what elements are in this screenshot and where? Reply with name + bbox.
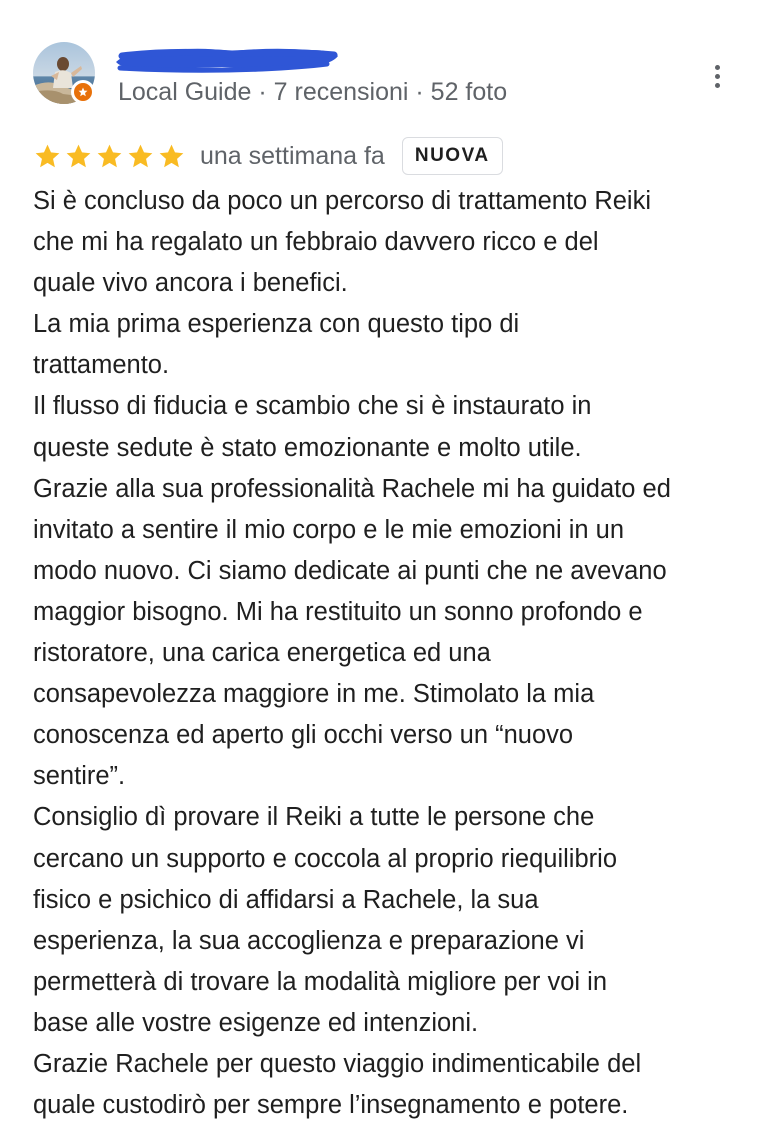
- review-text-line: Il flusso di fiducia e scambio che si è instaurato in: [33, 392, 592, 421]
- review-text-line: esperienza, la sua accoglienza e preparazione vi: [33, 926, 585, 955]
- review-text-line: base alle vostre esigenze ed intenzioni.: [33, 1008, 479, 1037]
- review-text-line: quale custodirò per sempre l’insegnamento e potere.: [33, 1091, 629, 1120]
- review-text-line: sentire”.: [33, 762, 126, 791]
- more-vert-icon[interactable]: [702, 58, 732, 94]
- more-dot: [715, 83, 720, 88]
- review-text-line: Si è concluso da poco un percorso di trattamento Reiki: [33, 187, 652, 215]
- star-icon: [157, 142, 186, 171]
- review-text-line: Consiglio dì provare il Reiki a tutte le persone che: [33, 803, 595, 832]
- more-dot: [715, 74, 720, 79]
- rating-row: [33, 135, 503, 177]
- review-text-line: consapevolezza maggiore in me. Stimolato la mia: [33, 680, 595, 709]
- new-badge: NUOVA: [402, 137, 503, 175]
- review-text-line: permetterà di trovare la modalità migliore per voi in: [33, 967, 607, 996]
- review-body: [33, 181, 753, 1126]
- star-icon: [64, 142, 93, 171]
- star-icon: [95, 142, 124, 171]
- review-text-line: La mia prima esperienza con questo tipo di: [33, 310, 520, 339]
- review-text-line: Grazie alla sua professionalità Rachele mi ha guidato ed: [33, 474, 671, 503]
- review-text-line: modo nuovo. Ci siamo dedicate ai punti che ne avevano: [33, 556, 667, 585]
- star-rating: [33, 142, 186, 171]
- review-text-line: queste sedute è stato emozionante e molto utile.: [33, 433, 582, 462]
- review-text-line: maggior bisogno. Mi ha restituito un sonno profondo e: [33, 597, 643, 626]
- reviewer-meta[interactable]: Local Guide · 7 recensioni · 52 foto: [118, 78, 508, 106]
- review-text-line: quale vivo ancora i benefici.: [33, 269, 348, 298]
- more-dot: [715, 65, 720, 70]
- review-text-line: fisico e psichico di affidarsi a Rachele, la sua: [33, 885, 539, 914]
- review-text-line: che mi ha regalato un febbraio davvero ricco e del: [33, 228, 599, 257]
- star-icon: [33, 142, 62, 171]
- local-guide-badge-icon: [71, 80, 95, 104]
- star-icon: [126, 142, 155, 171]
- review-text-line: invitato a sentire il mio corpo e le mie emozioni in un: [33, 515, 625, 544]
- review-text-line: ristoratore, una carica energetica ed una: [33, 639, 491, 668]
- review-text-line: trattamento.: [33, 351, 170, 380]
- review-text-line: Grazie Rachele per questo viaggio indimenticabile del: [33, 1049, 642, 1078]
- review-text-line: conoscenza ed aperto gli occhi verso un “nuovo: [33, 721, 574, 750]
- review-age: una settimana fa: [200, 141, 385, 170]
- reviewer-name-redacted[interactable]: [112, 42, 342, 76]
- review-text-line: cercano un supporto e coccola al proprio riequilibrio: [33, 844, 617, 873]
